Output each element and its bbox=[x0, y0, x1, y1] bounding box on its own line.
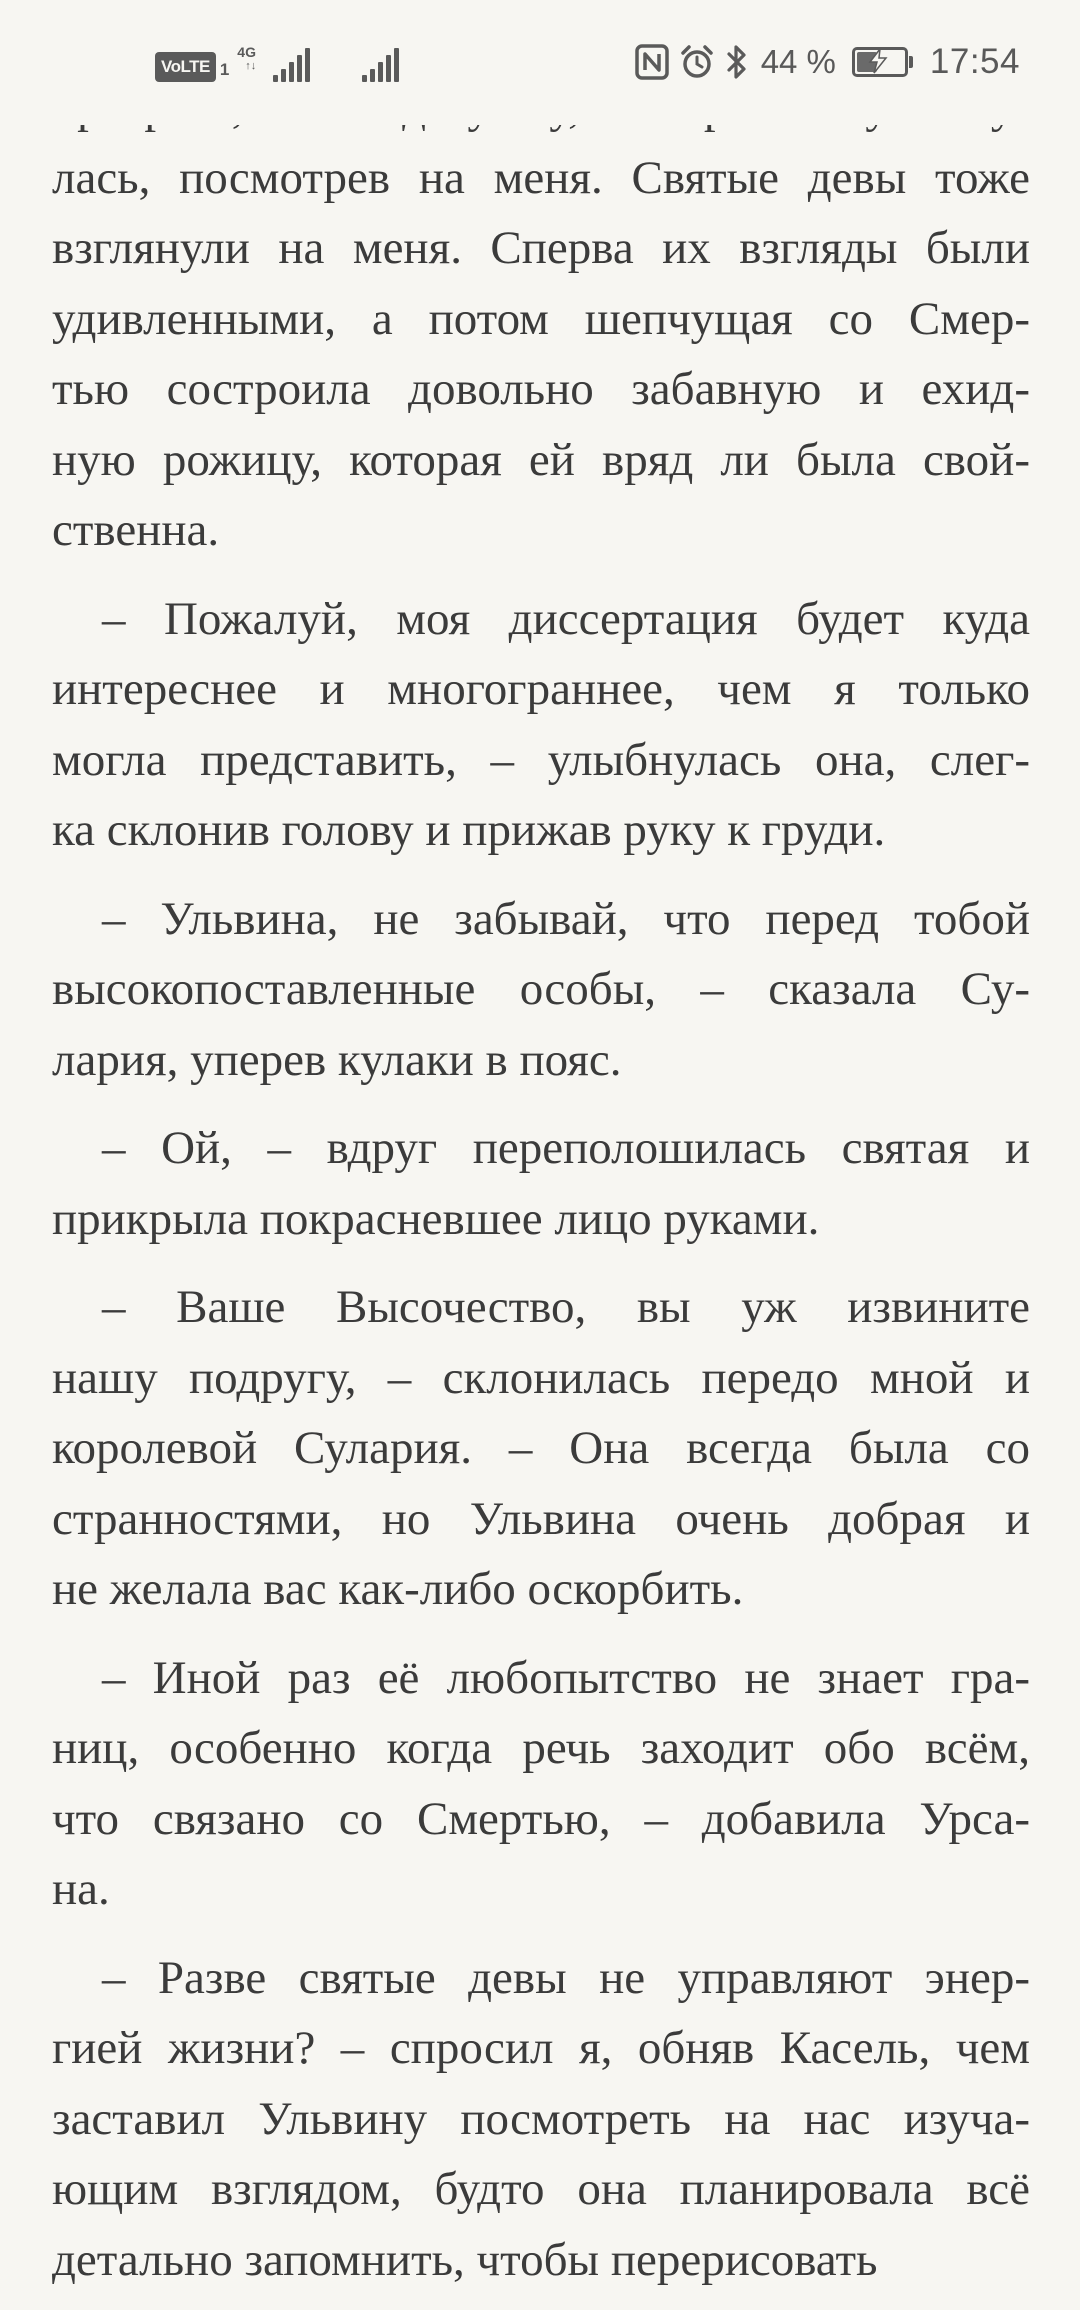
charging-bolt-icon bbox=[865, 48, 891, 74]
text-line: ную рожицу, которая ей вряд ли была свой- bbox=[52, 433, 1030, 486]
battery-percentage: 44 % bbox=[760, 43, 836, 80]
text-line: ниц, особенно когда речь заходит обо всём, bbox=[52, 1722, 1030, 1774]
status-bar-left bbox=[155, 42, 399, 82]
text-line: лась, посмотрев на меня. Святые девы тоже bbox=[52, 151, 1030, 204]
text-line: – Иной раз её любопытство не знает гра- bbox=[102, 1651, 1030, 1704]
text-line: – Ой, – вдруг переполошилась святая и bbox=[102, 1122, 1030, 1174]
volte-icon: VoLTE bbox=[155, 52, 216, 82]
text-line: могла представить, – улыбнулась она, слег- bbox=[52, 733, 1030, 786]
text-line: не желала вас как-либо оскорбить. bbox=[52, 1563, 744, 1615]
text-line: высокопоставленные особы, – сказала Су- bbox=[52, 963, 1030, 1015]
book-page-text bbox=[52, 72, 1030, 2310]
alarm-icon bbox=[679, 44, 715, 80]
status-bar-right bbox=[635, 40, 1020, 84]
paragraph bbox=[52, 884, 1030, 1096]
network-type-label: 4G bbox=[237, 44, 256, 60]
battery-icon bbox=[852, 47, 908, 77]
text-line: детально запомнить, чтобы перерисовать bbox=[52, 2233, 878, 2286]
paragraph bbox=[52, 72, 1030, 566]
text-line: нашу подругу, – склонилась передо мной и bbox=[52, 1351, 1030, 1404]
text-line: тью состроила довольно забавную и ехид- bbox=[52, 363, 1030, 415]
text-line: интереснее и многограннее, чем я только bbox=[52, 663, 1030, 715]
text-line: гией жизни? – спросил я, обняв Касель, чем bbox=[52, 2022, 1030, 2074]
paragraph bbox=[52, 1943, 1030, 2296]
text-line: ка склонив голову и прижав руку к груди. bbox=[52, 804, 886, 856]
text-line: – Ульвина, не забывай, что перед тобой bbox=[102, 892, 1030, 945]
text-line: – Разве святые девы не управляют энер- bbox=[102, 1951, 1030, 2004]
paragraph bbox=[52, 1113, 1030, 1254]
text-line: – Ваше Высочество, вы уж извините bbox=[102, 1281, 1030, 1333]
text-line: королевой Сулария. – Она всегда была со bbox=[52, 1422, 1030, 1474]
network-activity-arrows: ↑↓ bbox=[245, 60, 257, 72]
status-clock: 17:54 bbox=[929, 42, 1020, 81]
text-line: взглянули на меня. Сперва их взгляды были bbox=[52, 222, 1030, 274]
text-line: – Пожалуй, моя диссертация будет куда bbox=[102, 592, 1030, 645]
paragraph bbox=[52, 584, 1030, 866]
text-line: удивленными, а потом шепчущая со Смер- bbox=[52, 292, 1030, 345]
paragraph bbox=[52, 1643, 1030, 1925]
text-line: на. bbox=[52, 1863, 110, 1915]
text-line: ственна. bbox=[52, 504, 220, 556]
text-line: что связано со Смертью, – добавила Урса- bbox=[52, 1792, 1030, 1845]
text-line: лария, уперев кулаки в пояс. bbox=[52, 1033, 622, 1086]
text-line: заставил Ульвину посмотреть на нас изуча- bbox=[52, 2092, 1030, 2145]
text-line: прикрыла покрасневшее лицо руками. bbox=[52, 1192, 820, 1245]
bluetooth-icon bbox=[725, 44, 749, 80]
text-line: странностями, но Ульвина очень добрая и bbox=[52, 1492, 1030, 1545]
status-bar bbox=[0, 0, 1080, 125]
network-type-icon bbox=[237, 44, 265, 82]
signal-strength-sim2-icon bbox=[362, 48, 399, 82]
signal-strength-sim1-icon bbox=[273, 48, 310, 82]
paragraph bbox=[52, 1272, 1030, 1625]
text-line: ющим взглядом, будто она планировала всё bbox=[52, 2163, 1030, 2215]
sim-slot-label: 1 bbox=[219, 60, 230, 79]
nfc-icon bbox=[635, 44, 669, 80]
